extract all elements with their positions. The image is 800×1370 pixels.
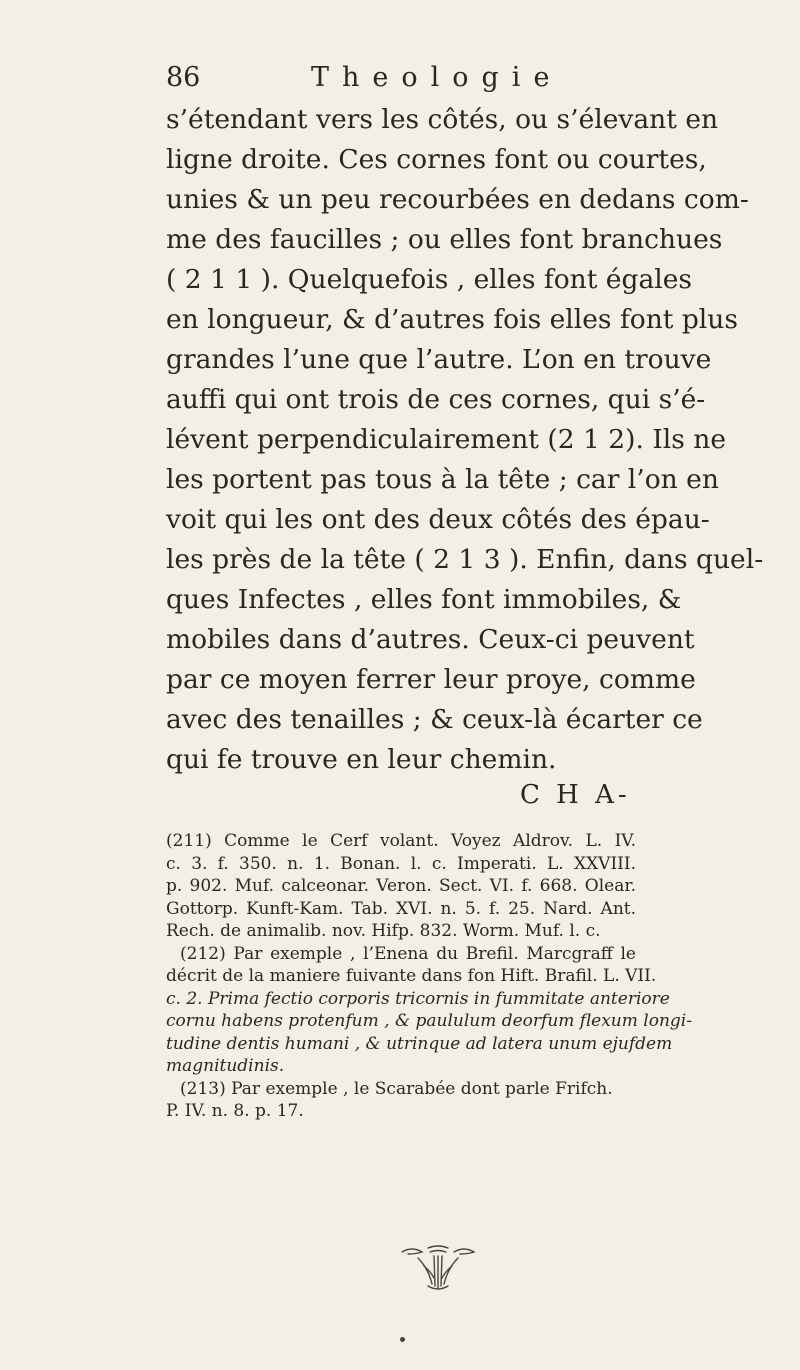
text-line: s’étendant vers les côtés, ou s’élevant en <box>166 104 719 135</box>
text-line: ligne droite. Ces cornes font ou courtes, <box>166 144 707 175</box>
footnote-line: Rech. de animalib. nov. Hifp. 832. Worm. Muf. l. c. <box>166 921 601 941</box>
running-head <box>166 62 630 102</box>
text-line: en longueur, & d’autres fois elles font plus <box>166 304 738 335</box>
text-line: grandes l’une que l’autre. L’on en trouve <box>166 344 712 375</box>
footnote-line: p. 902. Muf. calceonar. Veron. Sect. VI. f. 668. Olear. <box>166 876 636 896</box>
text-line: les près de la tête ( 2 1 3 ). Enfin, dans quel- <box>166 544 764 575</box>
footnotes <box>166 830 692 1123</box>
footnote-line: cornu habens protenfum , & paululum deorfum flexum longi- <box>166 1011 692 1031</box>
footnote-line: (212) Par exemple , l’Enena du Brefil. Marcgraff le <box>180 943 636 964</box>
text-line: mobiles dans d’autres. Ceux-ci peuvent <box>166 624 695 655</box>
text-line: les portent pas tous à la tête ; car l’on en <box>166 464 719 495</box>
footnote-line: tudine dentis humani , & utrinque ad latera unum ejufdem <box>166 1033 673 1054</box>
footnote-line: magnitudinis. <box>166 1056 285 1076</box>
text-line: avec des tenailles ; & ceux-là écarter ce <box>166 704 703 735</box>
text-line: qui fe trouve en leur chemin. <box>166 744 557 775</box>
text-line: ques Infectes , elles font immobiles, & <box>166 584 682 615</box>
footnote-line: (211) Comme le Cerf volant. Voyez Aldrov. L. IV. <box>166 831 636 851</box>
text-line: auffi qui ont trois de ces cornes, qui s’é- <box>166 384 706 415</box>
footnote-line: c. 3. f. 350. n. 1. Bonan. l. c. Imperati. L. XXVIII. <box>166 853 636 874</box>
footnote-line: (213) Par exemple , le Scarabée dont parle Frifch. <box>180 1078 613 1099</box>
footnote-line: c. 2. Prima fectio corporis tricornis in fummitate anteriore <box>166 988 670 1009</box>
text-line: unies & un peu recourbées en dedans com- <box>166 184 749 215</box>
footnote-line: décrit de la maniere fuivante dans fon Hift. Brafil. L. VII. <box>166 966 657 986</box>
text-line: ( 2 1 1 ). Quelquefois , elles font égales <box>166 264 693 295</box>
footnote-line: P. IV. n. 8. p. 17. <box>166 1101 304 1121</box>
main-text <box>166 100 764 780</box>
footnote-line: Gottorp. Kunft-Kam. Tab. XVI. n. 5. f. 25. Nard. Ant. <box>166 898 636 919</box>
text-line: voit qui les ont des deux côtés des épau- <box>166 504 710 535</box>
catchword: C H A- <box>520 780 631 810</box>
text-line: me des faucilles ; ou elles font branchues <box>166 224 723 255</box>
text-line: lévent perpendiculairement (2 1 2). Ils ne <box>166 424 727 455</box>
text-line: par ce moyen ferrer leur proye, comme <box>166 664 696 695</box>
running-title: Theologie <box>311 62 563 93</box>
page-number: 86 <box>166 62 201 93</box>
floral-tailpiece-icon <box>398 1242 478 1306</box>
ink-speck <box>400 1337 405 1342</box>
